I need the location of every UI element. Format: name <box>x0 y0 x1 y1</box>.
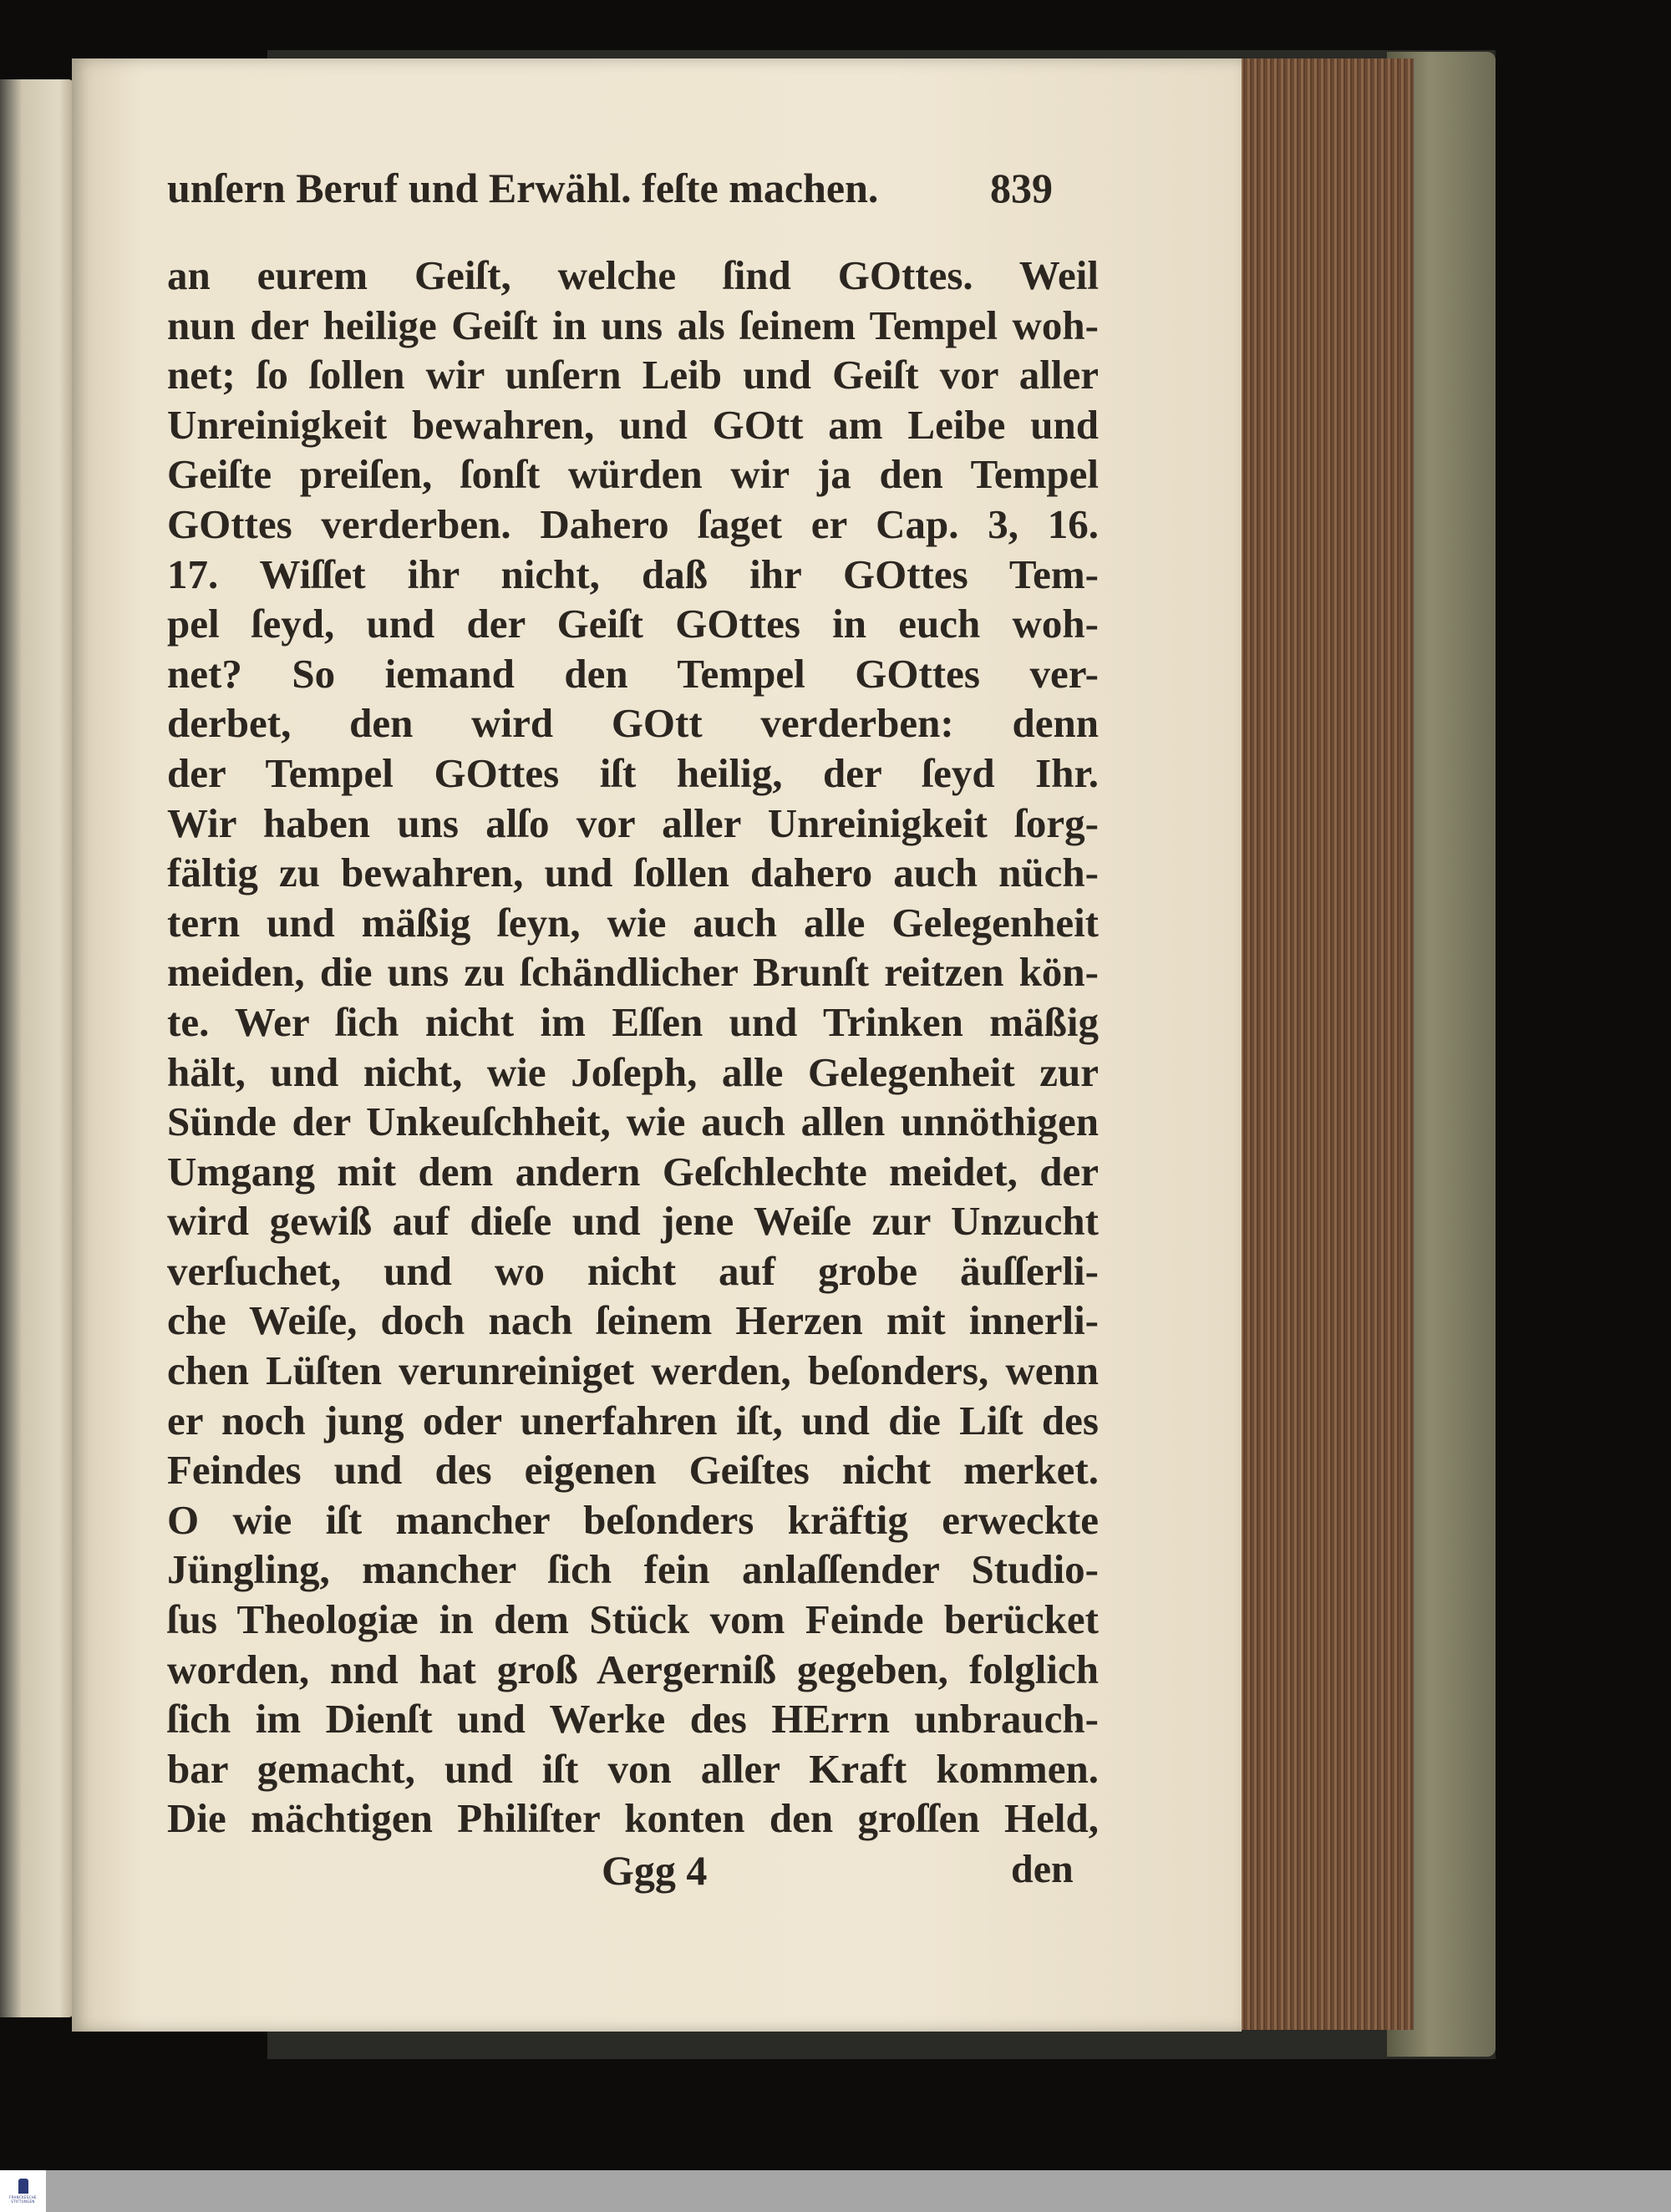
text-line: fältig zu bewahren, und ſollen dahero auch nüch- <box>167 850 1099 896</box>
text-line: te. Wer ſich nicht im Eſſen und Trinken mäßig <box>167 998 1099 1045</box>
text-line: chen Lüſten verunreiniget werden, beſonders, wenn <box>167 1347 1099 1394</box>
text-line: verſuchet, und wo nicht auf grobe äuſſerli- <box>167 1247 1099 1294</box>
text-line: er noch jung oder unerfahren iſt, und die Liſt des <box>167 1397 1099 1443</box>
viewer-bottom-bar <box>0 2170 1671 2212</box>
text-line: hält, und nicht, wie Joſeph, alle Gelegenheit zur <box>167 1048 1099 1095</box>
page-number: 839 <box>990 165 1053 211</box>
text-line: Feindes und des eigenen Geiſtes nicht merket. <box>167 1447 1099 1494</box>
text-line: nun der heilige Geiſt in uns als ſeinem Tempel woh- <box>167 302 1099 348</box>
facing-page-edge <box>0 79 74 2017</box>
text-line: meiden, die uns zu ſchändlicher Brunſt reitzen kön- <box>167 949 1099 996</box>
body-text <box>167 251 1099 1844</box>
text-line: net? So iemand den Tempel GOttes ver- <box>167 650 1099 697</box>
text-line: Jüngling, mancher ſich fein anlaſſender Studio- <box>167 1546 1099 1593</box>
text-line: Geiſte preiſen, ſonſt würden wir ja den Tempel <box>167 451 1099 498</box>
signature-mark: Ggg 4 <box>602 1847 708 1894</box>
text-line: derbet, den wird GOtt verderben: denn <box>167 700 1099 747</box>
text-line: GOttes verderben. Dahero ſaget er Cap. 3, 16. <box>167 500 1099 547</box>
running-header <box>167 164 1053 212</box>
text-line: ſich im Dienſt und Werke des HErrn unbrauch- <box>167 1696 1099 1743</box>
text-line: tern und mäßig ſeyn, wie auch alle Gelegenheit <box>167 899 1099 946</box>
text-line: bar gemacht, und iſt von aller Kraft kommen. <box>167 1745 1099 1792</box>
text-line: Wir haben uns alſo vor aller Unreinigkeit ſorg- <box>167 799 1099 846</box>
text-line: net; ſo ſollen wir unſern Leib und Geiſt vor aller <box>167 352 1099 398</box>
institution-logo[interactable] <box>0 2170 46 2212</box>
text-line: Umgang mit dem andern Geſchlechte meidet, der <box>167 1148 1099 1195</box>
logo-text: FRANCKESCHE STIFTUNGEN <box>9 2195 37 2204</box>
text-line: Unreinigkeit bewahren, und GOtt am Leibe und <box>167 401 1099 448</box>
running-title: unſern Beruf und Erwähl. feſte machen. <box>167 165 879 211</box>
text-line: Die mächtigen Philiſter konten den groſſen Held, <box>167 1795 1099 1842</box>
text-line: che Weiſe, doch nach ſeinem Herzen mit innerli- <box>167 1297 1099 1344</box>
catchword: den <box>1011 1847 1074 1891</box>
logo-icon <box>18 2179 28 2194</box>
text-line: Sünde der Unkeuſchheit, wie auch allen unnöthigen <box>167 1098 1099 1145</box>
text-line: wird gewiß auf dieſe und jene Weiſe zur Unzucht <box>167 1198 1099 1245</box>
text-line: 17. Wiſſet ihr nicht, daß ihr GOttes Tem- <box>167 550 1099 597</box>
text-line: an eurem Geiſt, welche ſind GOttes. Weil <box>167 252 1099 298</box>
text-line: worden, nnd hat groß Aergerniß gegeben, folglich <box>167 1646 1099 1692</box>
page-fore-edge <box>1238 58 1414 2030</box>
text-line: der Tempel GOttes iſt heilig, der ſeyd Ihr. <box>167 749 1099 796</box>
text-line: O wie iſt mancher beſonders kräftig erweckte <box>167 1496 1099 1543</box>
text-line: pel ſeyd, und der Geiſt GOttes in euch woh- <box>167 601 1099 647</box>
text-line: ſus Theologiæ in dem Stück vom Feinde berücket <box>167 1596 1099 1643</box>
